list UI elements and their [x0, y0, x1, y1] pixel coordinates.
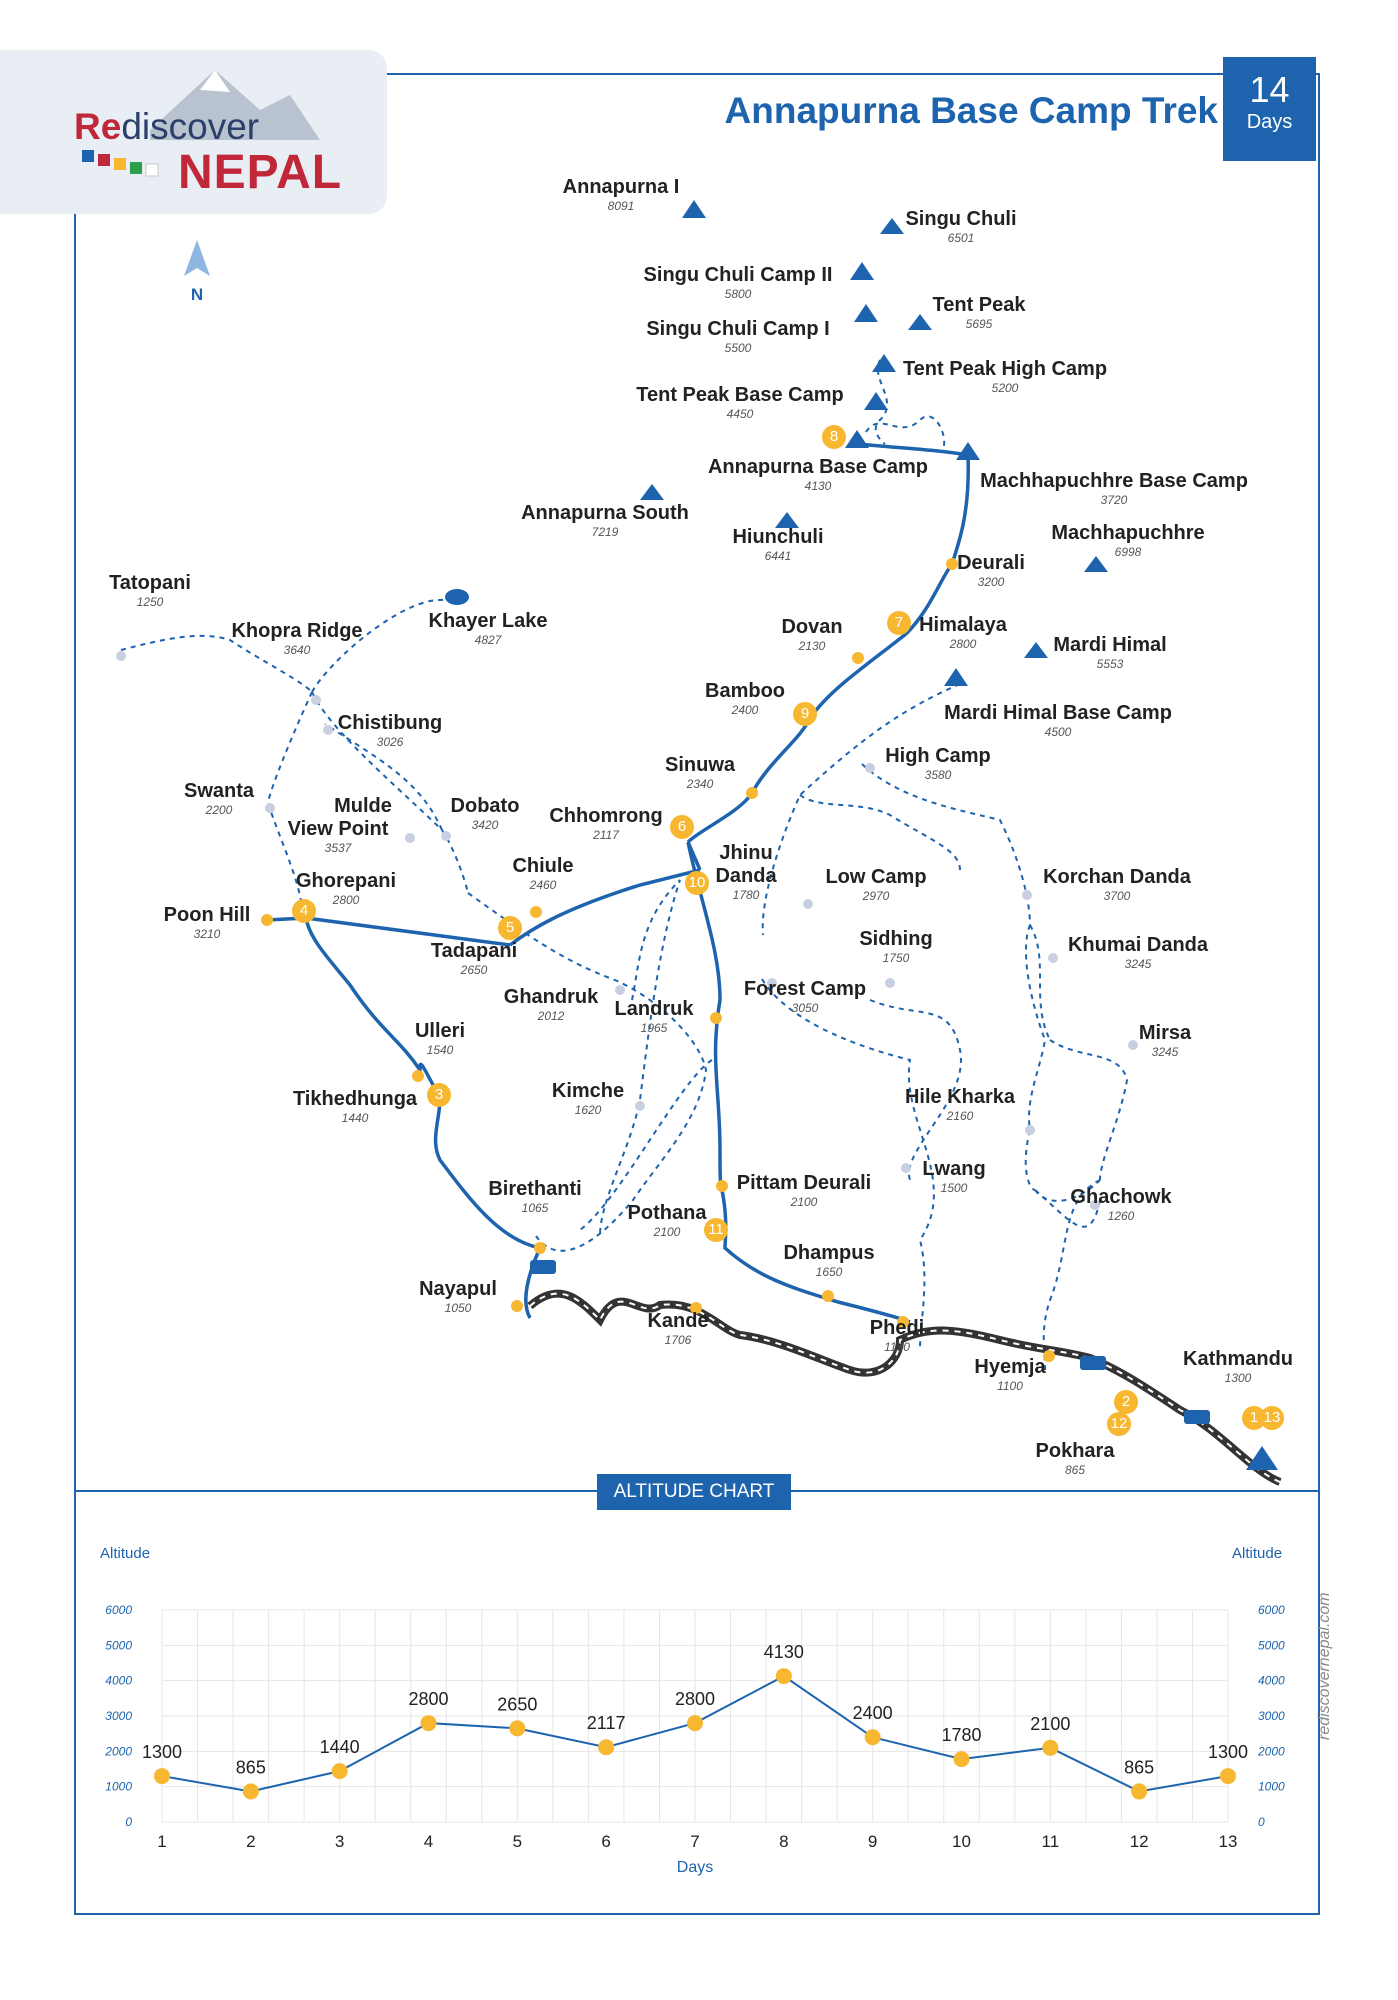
place-name: View Point [287, 818, 389, 840]
place-altitude: 5500 [724, 341, 752, 355]
place-name: Kimche [551, 1080, 625, 1102]
data-point [598, 1739, 614, 1755]
y-tick-label: 5000 [1258, 1638, 1285, 1653]
place-name: Pokhara [1035, 1440, 1115, 1462]
data-label: 2100 [1030, 1713, 1071, 1734]
place-name: Sidhing [859, 928, 933, 950]
logo-text: Rediscover [74, 106, 260, 147]
data-point [687, 1715, 703, 1731]
place-name: Annapurna South [521, 502, 689, 524]
place-altitude: 5553 [1096, 657, 1124, 671]
place-name: Khayer Lake [428, 610, 548, 632]
place-altitude: 6501 [947, 231, 975, 245]
place-altitude: 2400 [731, 703, 759, 717]
place-name: Tent Peak High Camp [902, 358, 1108, 380]
place-name: Singu Chuli Camp II [643, 264, 833, 286]
place-name: Low Camp [825, 866, 927, 888]
place-altitude: 2160 [946, 1109, 974, 1123]
data-point [243, 1783, 259, 1799]
data-point [1042, 1740, 1058, 1756]
place-altitude: 3700 [1103, 889, 1131, 903]
place-altitude: 1250 [136, 595, 164, 609]
place-name: Dhampus [783, 1242, 875, 1264]
day-marker: 1 [1242, 1406, 1266, 1430]
place-altitude: 3640 [283, 643, 311, 657]
x-tick-label: 6 [601, 1832, 611, 1851]
data-label: 2650 [497, 1694, 538, 1715]
data-point [776, 1668, 792, 1684]
place-name: Dobato [450, 795, 520, 817]
place-name: Danda [715, 865, 777, 887]
place-altitude: 1780 [732, 888, 760, 902]
place-altitude: 1130 [884, 1340, 910, 1354]
data-label: 2117 [586, 1713, 626, 1734]
data-point [865, 1729, 881, 1745]
place-altitude: 6441 [764, 549, 792, 563]
data-label: 1300 [141, 1742, 183, 1763]
y-tick-label: 6000 [1258, 1603, 1285, 1617]
place-name: Annapurna I [562, 176, 680, 198]
y-tick-label: 1000 [1258, 1779, 1285, 1794]
place-name: Tent Peak [932, 294, 1026, 316]
data-point [421, 1715, 437, 1731]
place-altitude: 3537 [324, 841, 352, 855]
y-tick-label: 5000 [105, 1638, 132, 1653]
y-tick-label: 2000 [105, 1744, 132, 1759]
place-name: Ulleri [414, 1020, 466, 1042]
left-axis-title: Altitude [100, 1545, 151, 1562]
place-altitude: 4130 [804, 479, 832, 493]
place-name: Machhapuchhre Base Camp [980, 470, 1248, 492]
place-altitude: 5200 [991, 381, 1019, 395]
place-altitude: 1500 [940, 1181, 968, 1195]
place-altitude: 1100 [997, 1379, 1023, 1393]
data-label: 1300 [1207, 1742, 1249, 1763]
place-altitude: 3720 [1100, 493, 1128, 507]
y-tick-label: 0 [1258, 1815, 1265, 1829]
place-name: Tadapani [430, 940, 518, 962]
place-altitude: 5695 [965, 317, 993, 331]
place-name: Kathmandu [1183, 1348, 1293, 1370]
place-altitude: 1750 [882, 951, 910, 965]
place-altitude: 1620 [574, 1103, 602, 1117]
place-altitude: 865 [1064, 1463, 1086, 1477]
place-name: Ghorepani [295, 870, 397, 892]
place-altitude: 2200 [205, 803, 233, 817]
place-name: Pothana [627, 1202, 707, 1224]
data-point [1131, 1783, 1147, 1799]
place-altitude: 3210 [193, 927, 221, 941]
place-altitude: 2340 [686, 777, 714, 791]
day-marker: 11 [704, 1218, 728, 1242]
y-tick-label: 0 [125, 1815, 132, 1829]
day-marker: 9 [793, 702, 817, 726]
y-tick-label: 4000 [1258, 1673, 1285, 1688]
x-tick-label: 2 [246, 1832, 256, 1851]
data-label: 2400 [852, 1703, 893, 1724]
data-label: 865 [1124, 1757, 1155, 1778]
place-name: Tent Peak Base Camp [636, 384, 844, 406]
place-altitude: 1540 [426, 1043, 454, 1057]
place-name: Kande [647, 1310, 709, 1332]
data-point [154, 1768, 170, 1784]
place-name: Poon Hill [163, 904, 251, 926]
data-label: 2800 [674, 1689, 716, 1710]
place-name: Landruk [614, 998, 694, 1020]
place-name: Deurali [957, 552, 1025, 574]
y-tick-label: 4000 [105, 1673, 132, 1688]
y-tick-label: 6000 [105, 1603, 132, 1617]
x-tick-label: 3 [334, 1832, 345, 1851]
logo-nepal-text: NEPAL [178, 146, 343, 199]
day-marker: 3 [427, 1083, 451, 1107]
place-altitude: 3420 [471, 818, 499, 832]
place-altitude: 8091 [607, 199, 635, 213]
place-altitude: 2970 [862, 889, 890, 903]
place-altitude: 2012 [537, 1009, 565, 1023]
place-altitude: 2130 [798, 639, 826, 653]
day-marker: 5 [498, 916, 522, 940]
place-altitude: 3580 [924, 768, 952, 782]
day-marker: 7 [887, 611, 911, 635]
x-tick-label: 1 [157, 1832, 167, 1851]
place-altitude: 1650 [815, 1265, 843, 1279]
x-tick-label: 13 [1218, 1832, 1238, 1851]
place-altitude: 2460 [529, 878, 557, 892]
x-tick-label: 7 [690, 1832, 700, 1851]
data-label: 4130 [763, 1642, 804, 1663]
place-altitude: 3200 [977, 575, 1005, 589]
place-name: Phedi [869, 1317, 925, 1339]
north-label: N [190, 285, 204, 304]
place-altitude: 1260 [1107, 1209, 1135, 1223]
x-tick-label: 5 [512, 1832, 523, 1851]
data-point [1220, 1768, 1236, 1784]
place-name: Forest Camp [743, 978, 867, 1000]
place-altitude: 2117 [593, 828, 619, 842]
place-name: Khumai Danda [1067, 934, 1209, 956]
data-label: 2800 [408, 1689, 449, 1710]
place-name: Himalaya [919, 614, 1007, 636]
data-point [509, 1720, 525, 1736]
place-altitude: 5800 [724, 287, 752, 301]
place-altitude: 1065 [521, 1201, 549, 1215]
place-name: Chhomrong [549, 805, 663, 827]
place-altitude: 3245 [1124, 957, 1152, 971]
place-name: Dovan [781, 616, 843, 638]
x-tick-label: 4 [423, 1832, 434, 1851]
place-name: Hiunchuli [732, 526, 824, 548]
place-altitude: 1965 [640, 1021, 668, 1035]
place-altitude: 2100 [653, 1225, 681, 1239]
place-name: Tikhedhunga [292, 1088, 418, 1110]
place-altitude: 1440 [341, 1111, 369, 1125]
place-name: Ghachowk [1070, 1186, 1172, 1208]
day-marker: 6 [670, 815, 694, 839]
place-altitude: 2800 [332, 893, 360, 907]
place-altitude: 3245 [1151, 1045, 1179, 1059]
place-altitude: 4500 [1044, 725, 1072, 739]
y-tick-label: 1000 [105, 1779, 132, 1794]
x-tick-label: 11 [1041, 1832, 1060, 1851]
place-name: Birethanti [488, 1178, 582, 1200]
x-tick-label: 10 [952, 1832, 971, 1851]
place-altitude: 2650 [460, 963, 488, 977]
place-name: Mardi Himal [1053, 634, 1167, 656]
place-name: High Camp [885, 745, 991, 767]
day-marker: 4 [292, 899, 316, 923]
place-name: Lwang [922, 1158, 986, 1180]
day-marker: 13 [1260, 1406, 1284, 1430]
website-url: rediscovernepal.com [1316, 1592, 1333, 1740]
day-marker: 2 [1114, 1390, 1138, 1414]
place-altitude: 3026 [376, 735, 404, 749]
y-tick-label: 3000 [1258, 1709, 1285, 1723]
place-name: Singu Chuli Camp I [646, 318, 830, 340]
right-axis-title: Altitude [1232, 1545, 1283, 1562]
place-altitude: 7219 [591, 525, 619, 539]
place-name: Tatopani [109, 572, 191, 594]
place-name: Chistibung [337, 712, 443, 734]
place-name: Hile Kharka [904, 1086, 1016, 1108]
place-name: Jhinu [719, 842, 773, 864]
altitude-chart-title: ALTITUDE CHART [597, 1474, 791, 1510]
data-point [332, 1763, 348, 1779]
day-marker: 10 [685, 871, 709, 895]
place-altitude: 2100 [790, 1195, 818, 1209]
place-altitude: 6998 [1114, 545, 1142, 559]
duration-number: 14 [1249, 69, 1290, 110]
y-tick-label: 2000 [1258, 1744, 1285, 1759]
place-name: Mulde [334, 795, 392, 817]
day-marker: 8 [822, 425, 846, 449]
data-label: 1440 [319, 1737, 360, 1758]
place-altitude: 3050 [791, 1001, 819, 1015]
place-altitude: 4450 [726, 407, 754, 421]
duration-label: Days [1246, 111, 1293, 133]
place-name: Sinuwa [664, 754, 736, 776]
y-tick-label: 3000 [105, 1709, 132, 1723]
place-name: Khopra Ridge [231, 620, 363, 642]
x-tick-label: 8 [779, 1832, 789, 1851]
place-name: Swanta [183, 780, 255, 802]
data-label: 1780 [941, 1725, 982, 1746]
data-label: 865 [235, 1757, 266, 1778]
day-marker: 12 [1107, 1412, 1131, 1436]
place-name: Nayapul [419, 1278, 497, 1300]
place-name: Chiule [512, 855, 574, 877]
place-altitude: 1706 [664, 1333, 692, 1347]
x-tick-label: 12 [1129, 1832, 1149, 1851]
place-name: Annapurna Base Camp [707, 456, 929, 478]
place-name: Mardi Himal Base Camp [944, 702, 1172, 724]
place-altitude: 1300 [1224, 1371, 1252, 1385]
place-altitude: 1050 [444, 1301, 472, 1315]
x-tick-label: 9 [867, 1832, 878, 1851]
place-name: Ghandruk [503, 986, 599, 1008]
x-axis-title: Days [676, 1859, 714, 1876]
data-point [954, 1751, 970, 1767]
place-name: Hyemja [974, 1356, 1046, 1378]
place-name: Pittam Deurali [736, 1172, 872, 1194]
place-name: Machhapuchhre [1051, 522, 1205, 544]
place-name: Korchan Danda [1043, 866, 1191, 888]
place-name: Singu Chuli [905, 208, 1017, 230]
place-altitude: 2800 [949, 637, 977, 651]
place-altitude: 4827 [474, 633, 502, 647]
page-title: Annapurna Base Camp Trek [724, 90, 1218, 131]
place-name: Mirsa [1138, 1022, 1192, 1044]
place-name: Bamboo [705, 680, 785, 702]
